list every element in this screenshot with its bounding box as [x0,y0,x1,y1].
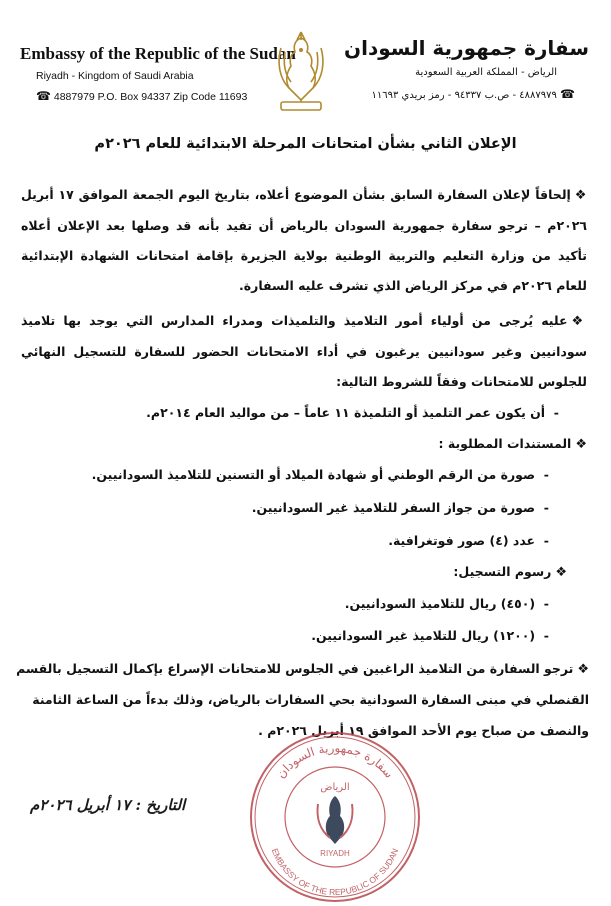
paragraph-introduction [21,180,587,301]
dash-bullet: - [545,405,559,420]
phone-icon-arabic: ☎ [560,87,575,101]
phone-icon: ☎ [36,89,51,103]
embassy-name-english: Embassy of the Republic of the Sudan [20,44,296,63]
announcement-title: الإعلان الثاني بشأن امتحانات المرحلة الابتدائية للعام ٢٠٢٦م [94,136,517,152]
paragraph-request-text: عليه يُرجى من أولياء أمور التلاميذ والتلميذات ومدراء المدارس التي يوجد بها تلاميذ سودانيين وغير سودانيين يرغبون في أداء الامتحانات الحضور للسفارة للتسجيل النهائي للجلوس للامتحانات وفقاً للشروط التالية: [21,313,587,389]
svg-text:سفارة جمهورية السودان [274,741,396,781]
condition-text: أن يكون عمر التلميذ أو التلميذة ١١ عاماً – من مواليد العام ٢٠١٤م. [146,405,546,420]
dash-bullet: - [535,467,549,482]
diamond-bullet-icon: ❖ [575,437,587,452]
document-item-text: صورة من الرقم الوطني أو شهادة الميلاد أو التسنين للتلاميذ السودانيين. [91,467,536,482]
sudan-emblem-icon [267,28,335,118]
dash-bullet: - [535,596,549,611]
embassy-city-arabic: الرياض - المملكة العربية السعودية [415,67,557,78]
diamond-bullet-icon: ❖ [571,314,587,329]
embassy-city-english: Riyadh - Kingdom of Saudi Arabia [36,70,194,82]
closing-line-text: والنصف من صباح يوم الأحد الموافق ١٩ أبريل ٢٠٢٦م . [258,723,589,738]
closing-line [32,692,589,707]
document-item-text: عدد (٤) صور فوتغرافية. [388,533,536,548]
condition-item [146,405,559,420]
stamp-arabic-text: سفارة جمهورية السودان [273,740,397,781]
closing-line-text: القنصلي في مبنى السفارة السودانية بحي السفارات بالرياض، وذلك بدءاً من الساعة الثامنة [32,692,589,707]
fee-item-text: (١٢٠٠) ريال للتلاميذ غير السودانيين. [311,628,536,643]
paragraph-introduction-text: إلحاقاً لإعلان السفارة السابق بشأن الموضوع أعلاه، بتاريخ اليوم الجمعة الموافق ١٧ أبريل ٢٠٢٦م – ترجو سفارة جمهورية السودان بالرياض أن تفيد بأنه قد وصلها بعد الإعلان أعلاه تأكيد من وزارة التعليم والتربية الوطنية بولاية الجزيرة بإقامة امتحانات الشهادة الإبتدائية للعام ٢٠٢٦م في مركز الرياض الذي تشرف عليه السفارة. [21,187,587,293]
document-item-text: صورة من جواز السفر للتلاميذ غير السودانيين. [251,500,536,515]
dash-bullet: - [535,500,549,515]
stamp-emblem-icon [318,796,353,844]
fees-heading [453,564,567,580]
embassy-contact-arabic [372,87,575,101]
closing-line-text: ترجو السفارة من التلاميذ الراغبين في الجلوس للامتحانات الإسراع بإكمال التسجيل بالقسم [16,661,574,676]
embassy-contact-english [36,89,247,103]
documents-heading [439,436,587,452]
dash-bullet: - [535,628,549,643]
embassy-contact-english-text: 4887979 P.O. Box 94337 Zip Code 11693 [53,91,248,103]
embassy-name-arabic: سفارة جمهورية السودان [344,36,589,60]
fees-heading-text: رسوم التسجيل: [453,564,552,579]
paragraph-request [21,306,587,397]
stamp-city-english: RIYADH [320,849,350,858]
embassy-contact-arabic-text: ٤٨٨٧٩٧٩ - ص.ب ٩٤٣٣٧ - رمز بريدي ١١٦٩٣ [371,90,557,101]
date-signature: التاريخ : ١٧ أبريل ٢٠٢٦م [30,796,186,814]
diamond-bullet-icon: ❖ [577,662,589,677]
dash-bullet: - [535,533,549,548]
document-item [252,500,549,515]
closing-line [16,661,589,677]
fee-item-text: (٤٥٠) ريال للتلاميذ السودانيين. [344,596,536,611]
diamond-bullet-icon: ❖ [555,565,567,580]
embassy-stamp [246,728,424,906]
document-item [388,533,549,548]
fee-item [345,596,549,611]
document-item [92,467,549,482]
stamp-city-arabic: الرياض [320,782,350,793]
fee-item [311,628,549,643]
stamp-english-text: EMBASSY OF THE REPUBLIC OF SUDAN [269,846,401,898]
diamond-bullet-icon: ❖ [574,188,587,203]
documents-heading-text: المستندات المطلوبة : [438,436,572,451]
